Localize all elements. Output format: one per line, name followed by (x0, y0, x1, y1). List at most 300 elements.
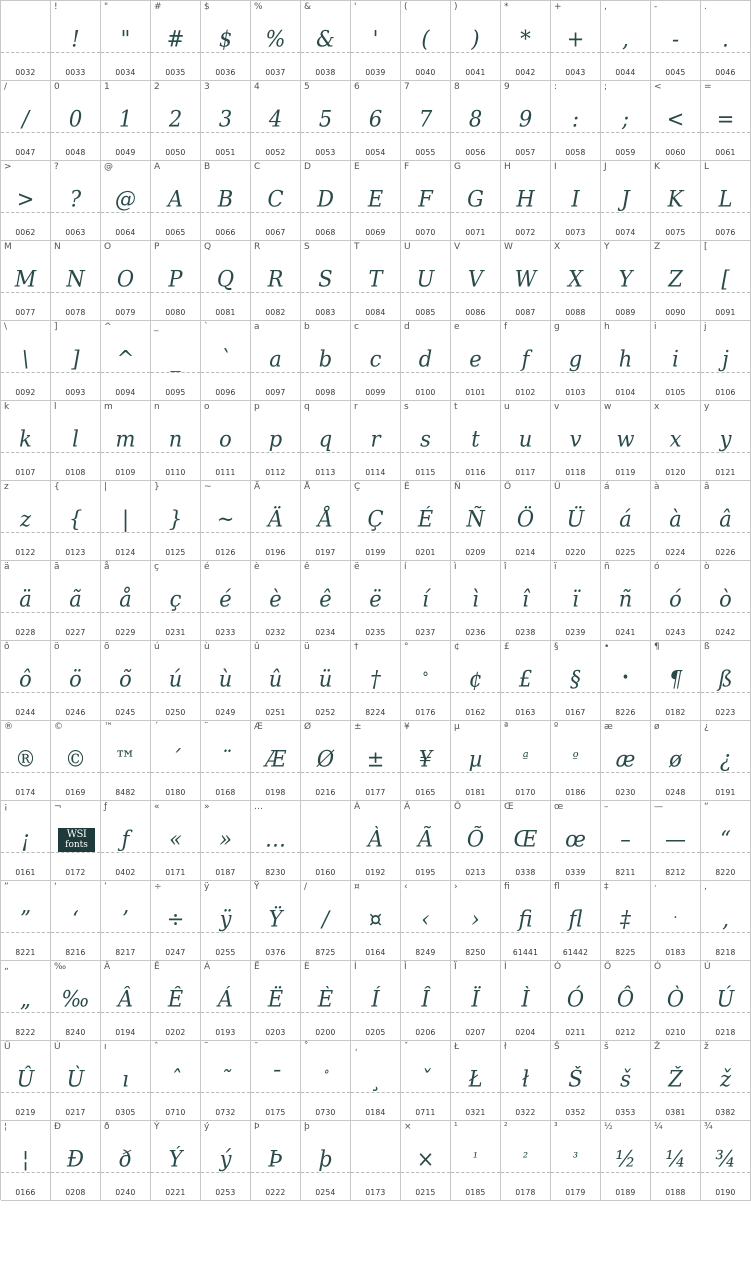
glyph-cell (351, 641, 401, 721)
glyph-sample: ä (19, 586, 32, 612)
character-code: 0055 (415, 148, 436, 157)
character-code: 0192 (365, 868, 386, 877)
glyph-cell (301, 401, 351, 481)
reference-character: Ý (154, 1122, 160, 1132)
character-code: 0255 (215, 948, 236, 957)
character-code: 0037 (265, 68, 286, 77)
glyph-cell (301, 81, 351, 161)
character-code: 0068 (315, 228, 336, 237)
glyph-sample: ý (219, 1146, 232, 1172)
reference-character: Ł (454, 1042, 460, 1052)
character-code: 0117 (515, 468, 536, 477)
reference-character: i (654, 322, 657, 332)
glyph-cell (351, 721, 401, 801)
reference-character: Š (554, 1042, 560, 1052)
reference-character: Í (354, 962, 357, 972)
glyph-sample: * (520, 26, 531, 52)
glyph-sample: © (65, 746, 86, 772)
glyph-sample: ° (422, 670, 429, 687)
character-code: 0244 (15, 708, 36, 717)
character-code: 0217 (65, 1108, 86, 1117)
glyph-cell (551, 961, 601, 1041)
glyph-sample: ˆ (170, 1066, 181, 1092)
character-code: 0049 (115, 148, 136, 157)
reference-character: ™ (104, 722, 113, 732)
glyph-cell (401, 481, 451, 561)
glyph-sample: J (621, 186, 630, 212)
glyph-cell (101, 801, 151, 881)
reference-character: t (454, 402, 458, 412)
character-code: 0177 (365, 788, 386, 797)
reference-character: f (504, 322, 508, 332)
glyph-cell (451, 561, 501, 641)
glyph-sample: @ (115, 186, 136, 212)
reference-character: † (354, 642, 359, 652)
glyph-cell (1, 801, 51, 881)
glyph-cell (251, 161, 301, 241)
character-code: 0080 (165, 308, 186, 317)
glyph-cell (351, 1, 401, 81)
glyph-cell (601, 481, 651, 561)
glyph-cell (151, 561, 201, 641)
reference-character: 7 (404, 82, 410, 92)
glyph-cell (451, 961, 501, 1041)
glyph-sample: P (168, 266, 183, 292)
reference-character: Ü (554, 482, 561, 492)
character-code: 0035 (165, 68, 186, 77)
glyph-cell (401, 801, 451, 881)
glyph-sample: T (368, 266, 383, 292)
reference-character: Ú (704, 962, 711, 972)
glyph-sample: œ (565, 826, 586, 852)
character-code: 0162 (465, 708, 486, 717)
character-code: 0109 (115, 468, 136, 477)
character-code: 0172 (65, 868, 86, 877)
glyph-sample: ë (369, 586, 382, 612)
character-code: 0063 (65, 228, 86, 237)
reference-character: ¤ (354, 882, 360, 892)
glyph-cell (201, 1121, 251, 1201)
character-code: 0234 (315, 628, 336, 637)
glyph-row (1, 321, 751, 401)
glyph-cell (251, 561, 301, 641)
glyph-cell (501, 1121, 551, 1201)
reference-character: p (254, 402, 260, 412)
reference-character: S (304, 242, 310, 252)
glyph-cell (201, 881, 251, 961)
character-code: 0047 (15, 148, 36, 157)
reference-character: x (654, 402, 660, 412)
character-code: 0190 (715, 1188, 736, 1197)
glyph-cell (101, 81, 151, 161)
glyph-sample: A (167, 186, 184, 212)
glyph-cell (501, 161, 551, 241)
glyph-sample: æ (615, 746, 636, 772)
glyph-sample: , (622, 26, 629, 52)
glyph-cell (451, 161, 501, 241)
glyph-cell (651, 961, 701, 1041)
glyph-cell (351, 801, 401, 881)
character-code: 0237 (415, 628, 436, 637)
glyph-cell (351, 1041, 401, 1121)
character-code: 0193 (215, 1028, 236, 1037)
reference-character: w (604, 402, 612, 412)
character-code: 0066 (215, 228, 236, 237)
glyph-row (1, 641, 751, 721)
glyph-cell (701, 241, 751, 321)
character-code: 0229 (115, 628, 136, 637)
glyph-cell (651, 561, 701, 641)
character-code: 0119 (615, 468, 636, 477)
glyph-cell (601, 161, 651, 241)
reference-character: ¹ (454, 1122, 458, 1132)
reference-character: 9 (504, 82, 510, 92)
glyph-cell (401, 961, 451, 1041)
character-code: 0219 (15, 1108, 36, 1117)
reference-character: ﬂ (554, 882, 560, 892)
character-code: 0124 (115, 548, 136, 557)
glyph-cell (201, 481, 251, 561)
glyph-cell (451, 321, 501, 401)
glyph-cell (151, 481, 201, 561)
glyph-cell (251, 721, 301, 801)
glyph-cell (551, 881, 601, 961)
glyph-sample: ø (669, 746, 682, 772)
glyph-cell (551, 641, 601, 721)
glyph-sample: ¸ (370, 1066, 381, 1092)
character-code: 0078 (65, 308, 86, 317)
glyph-cell (701, 481, 751, 561)
glyph-cell (51, 641, 101, 721)
reference-character: È (304, 962, 310, 972)
glyph-sample: ß (718, 666, 733, 692)
glyph-sample: ‚ (722, 906, 729, 932)
reference-character: Ï (454, 962, 457, 972)
glyph-sample: b (318, 346, 333, 372)
glyph-cell (201, 801, 251, 881)
glyph-sample: s (420, 426, 431, 452)
glyph-cell (601, 881, 651, 961)
glyph-sample: ç (169, 586, 182, 612)
glyph-sample: ™ (115, 746, 136, 772)
glyph-sample: ² (522, 1150, 529, 1167)
glyph-sample: À (367, 826, 384, 852)
character-code: 0054 (365, 148, 386, 157)
character-code: 0082 (265, 308, 286, 317)
character-code: 0108 (65, 468, 86, 477)
glyph-sample: p (268, 426, 283, 452)
reference-character: G (454, 162, 461, 172)
character-code: 0233 (215, 628, 236, 637)
character-code: 0180 (165, 788, 186, 797)
glyph-sample (1, 18, 50, 60)
glyph-cell (301, 641, 351, 721)
glyph-sample: ù (218, 666, 233, 692)
reference-character: ú (154, 642, 160, 652)
glyph-sample: a (269, 346, 282, 372)
glyph-sample: B (217, 186, 234, 212)
reference-character: j (704, 322, 707, 332)
reference-character: ® (4, 722, 13, 732)
reference-character: Ÿ (254, 882, 260, 892)
glyph-cell (101, 881, 151, 961)
character-code: 0045 (665, 68, 686, 77)
reference-character: " (104, 2, 109, 12)
glyph-cell (251, 401, 301, 481)
glyph-cell (301, 801, 351, 881)
character-code: 0121 (715, 468, 736, 477)
character-code: 0069 (365, 228, 386, 237)
character-code: 0196 (265, 548, 286, 557)
reference-character: ~ (204, 482, 212, 492)
glyph-sample: ` (220, 346, 231, 372)
glyph-cell (1, 481, 51, 561)
reference-character: ï (554, 562, 557, 572)
character-code: 8240 (65, 1028, 86, 1037)
character-code: 0381 (665, 1108, 686, 1117)
glyph-cell (401, 161, 451, 241)
glyph-sample: ì (472, 586, 479, 612)
glyph-sample: - (671, 26, 680, 52)
reference-character: ¿ (704, 722, 709, 732)
character-code: 0216 (315, 788, 336, 797)
character-code: 0176 (415, 708, 436, 717)
glyph-cell (451, 1, 501, 81)
character-code: 0711 (415, 1108, 436, 1117)
glyph-cell (501, 481, 551, 561)
glyph-sample: Æ (264, 746, 287, 772)
character-code: 0251 (265, 708, 286, 717)
glyph-cell (401, 81, 451, 161)
character-code: 0099 (365, 388, 386, 397)
glyph-sample: ∕ (321, 906, 330, 932)
glyph-cell (551, 1041, 601, 1121)
glyph-cell (1, 401, 51, 481)
glyph-cell (101, 1121, 151, 1201)
character-code: 0039 (365, 68, 386, 77)
glyph-sample: — (665, 826, 686, 852)
reference-character: á (604, 482, 610, 492)
glyph-sample: S (318, 266, 333, 292)
character-code: 0125 (165, 548, 186, 557)
character-code: 0186 (565, 788, 586, 797)
glyph-sample: z (19, 506, 32, 532)
glyph-cell (401, 641, 451, 721)
reference-character: … (254, 802, 263, 812)
glyph-sample: × (416, 1146, 435, 1172)
glyph-cell (301, 561, 351, 641)
reference-character: µ (454, 722, 460, 732)
character-code: 0220 (565, 548, 586, 557)
glyph-sample: ¹ (472, 1150, 479, 1167)
glyph-sample: $ (218, 26, 233, 52)
glyph-sample: Ñ (466, 506, 485, 532)
character-code: 0111 (215, 468, 236, 477)
glyph-sample: O (116, 266, 135, 292)
glyph-sample: ¡ (21, 826, 30, 852)
character-code: 0065 (165, 228, 186, 237)
glyph-sample: E (367, 186, 384, 212)
reference-character: å (104, 562, 110, 572)
character-code: 0222 (265, 1188, 286, 1197)
character-code: 0101 (465, 388, 486, 397)
reference-character: Ã (404, 802, 411, 812)
glyph-sample: " (120, 26, 131, 52)
reference-character: ð (104, 1122, 110, 1132)
reference-character: > (4, 162, 12, 172)
glyph-sample: É (417, 506, 434, 532)
glyph-cell (651, 801, 701, 881)
glyph-cell (151, 881, 201, 961)
glyph-sample: ½ (615, 1146, 636, 1172)
reference-character: ñ (604, 562, 610, 572)
glyph-sample: ˚ (322, 1070, 329, 1087)
glyph-sample: g (568, 346, 583, 372)
character-code: 0352 (565, 1108, 586, 1117)
character-code: 0236 (465, 628, 486, 637)
character-code: 0200 (315, 1028, 336, 1037)
glyph-sample: ñ (618, 586, 633, 612)
reference-character: ¡ (4, 802, 8, 812)
glyph-cell (101, 561, 151, 641)
character-code: 0046 (715, 68, 736, 77)
glyph-cell (51, 481, 101, 561)
glyph-cell (1, 321, 51, 401)
reference-character: } (154, 482, 160, 492)
character-code: 0085 (415, 308, 436, 317)
glyph-cell (1, 641, 51, 721)
glyph-cell (251, 801, 301, 881)
character-code: 0201 (415, 548, 436, 557)
glyph-sample: Ä (267, 506, 284, 532)
glyph-sample: \ (21, 346, 30, 372)
reference-character: ¥ (404, 722, 410, 732)
glyph-cell (601, 641, 651, 721)
glyph-cell (1, 1121, 51, 1201)
glyph-sample: o (219, 426, 232, 452)
character-code: 0183 (665, 948, 686, 957)
reference-character: Æ (254, 722, 263, 732)
glyph-sample: Î (421, 986, 430, 1012)
reference-character: “ (704, 802, 709, 812)
glyph-cell (701, 561, 751, 641)
reference-character: Œ (504, 802, 514, 812)
character-code: 0072 (515, 228, 536, 237)
glyph-cell (1, 1041, 51, 1121)
reference-character: õ (104, 642, 110, 652)
glyph-cell (251, 481, 301, 561)
character-code: 8221 (15, 948, 36, 957)
glyph-cell (251, 1121, 301, 1201)
glyph-cell (601, 321, 651, 401)
character-code: 0241 (615, 628, 636, 637)
reference-character: % (254, 2, 263, 12)
reference-character: W (504, 242, 513, 252)
character-code: 0218 (715, 1028, 736, 1037)
glyph-sample: { (68, 506, 83, 532)
glyph-cell (701, 81, 751, 161)
glyph-cell (651, 641, 701, 721)
glyph-cell (201, 81, 251, 161)
glyph-sample: ï (572, 586, 579, 612)
reference-character: • (604, 642, 610, 652)
reference-character: – (604, 802, 609, 812)
glyph-sample: î (522, 586, 529, 612)
glyph-cell (151, 1121, 201, 1201)
glyph-sample: ¤ (368, 906, 383, 932)
glyph-cell (401, 721, 451, 801)
reference-character: ? (54, 162, 59, 172)
glyph-row (1, 881, 751, 961)
glyph-sample: j (722, 346, 729, 372)
character-code: 0033 (65, 68, 86, 77)
glyph-sample: ˜ (220, 1066, 231, 1092)
character-code: 0338 (515, 868, 536, 877)
glyph-row (1, 1, 751, 81)
glyph-sample: _ (170, 346, 181, 372)
reference-character: z (4, 482, 9, 492)
character-code: 0245 (115, 708, 136, 717)
glyph-cell (151, 241, 201, 321)
reference-character: 8 (454, 82, 460, 92)
glyph-sample: f (521, 346, 530, 372)
glyph-sample: È (317, 986, 334, 1012)
glyph-cell (701, 161, 751, 241)
reference-character: ô (4, 642, 10, 652)
character-code: 0070 (415, 228, 436, 237)
character-code: 0114 (365, 468, 386, 477)
glyph-row (1, 1121, 751, 1201)
glyph-cell (401, 321, 451, 401)
glyph-cell (701, 1, 751, 81)
character-code: 0051 (215, 148, 236, 157)
glyph-cell (601, 81, 651, 161)
glyph-cell (401, 1, 451, 81)
glyph-sample: r (370, 426, 381, 452)
glyph-sample: ” (20, 906, 31, 932)
glyph-sample: Ü (566, 506, 585, 532)
reference-character: Ù (54, 1042, 61, 1052)
character-code: 0175 (265, 1108, 286, 1117)
reference-character: P (154, 242, 160, 252)
character-code: 0732 (215, 1108, 236, 1117)
reference-character: / (4, 82, 8, 92)
glyph-cell (601, 961, 651, 1041)
reference-character: ’ (104, 882, 107, 892)
reference-character: ì (454, 562, 457, 572)
glyph-sample: F (418, 186, 433, 212)
glyph-cell (1, 561, 51, 641)
glyph-cell (351, 561, 401, 641)
reference-character: ` (204, 322, 209, 332)
glyph-cell (151, 321, 201, 401)
character-code: 0202 (165, 1028, 186, 1037)
reference-character: ø (654, 722, 660, 732)
glyph-sample: ‹ (421, 906, 430, 932)
reference-character: ° (404, 642, 409, 652)
reference-character: £ (504, 642, 510, 652)
glyph-sample: ( (421, 26, 430, 52)
character-code: 0036 (215, 68, 236, 77)
reference-character: Ç (354, 482, 361, 492)
reference-character: u (504, 402, 510, 412)
character-code: 0096 (215, 388, 236, 397)
reference-character: Ä (254, 482, 261, 492)
reference-character: ù (204, 642, 210, 652)
reference-character: Î (404, 962, 407, 972)
glyph-cell (201, 1, 251, 81)
glyph-sample: ð (119, 1146, 132, 1172)
